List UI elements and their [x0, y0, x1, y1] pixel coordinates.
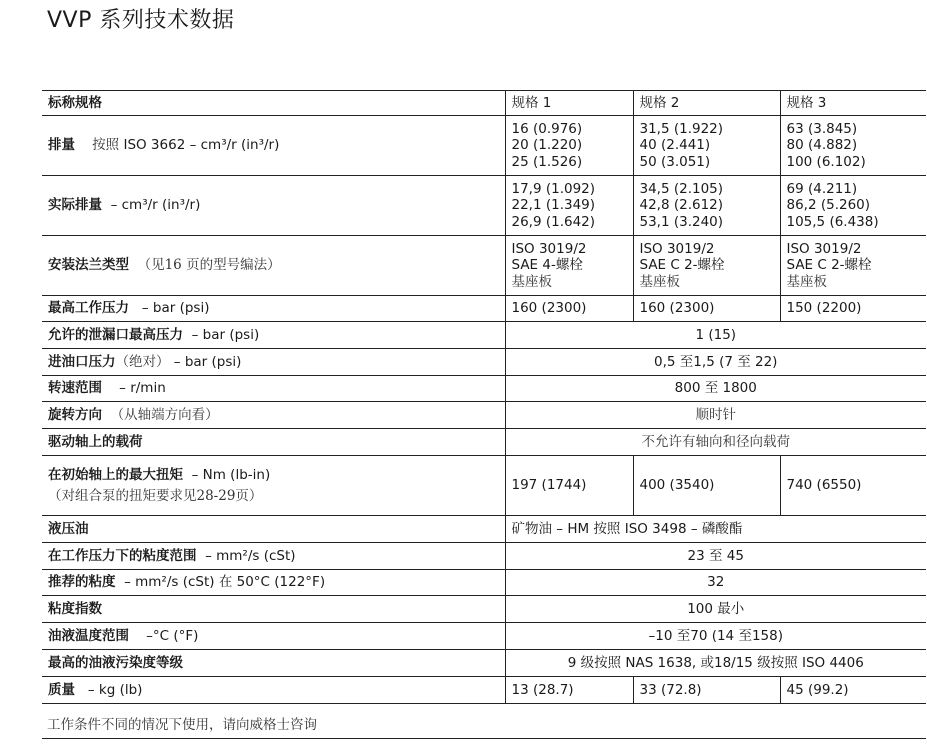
table-row [42, 322, 926, 349]
cell-value: ISO 3019/2 SAE C 2-螺栓 基座板 [780, 236, 926, 296]
table-row [42, 296, 926, 322]
row-label: 油液温度范围 –°C (°F) [42, 623, 505, 650]
row-label: 标称规格 [42, 91, 505, 116]
row-label: 进油口压力（绝对） – bar (psi) [42, 349, 505, 376]
table-row [42, 596, 926, 623]
table-row [42, 516, 926, 543]
cell-value: 69 (4.211) 86,2 (5.260) 105,5 (6.438) [780, 176, 926, 236]
cell-value: 1 (15) [505, 322, 926, 349]
cell-value: 顺时针 [505, 402, 926, 429]
footer-note: 工作条件不同的情况下使用，请向威格士咨询 [47, 717, 317, 733]
cell-value: 0,5 至1,5 (7 至 22) [505, 349, 926, 376]
row-label: 旋转方向 （从轴端方向看） [42, 402, 505, 429]
table-row [42, 623, 926, 650]
cell-value: 400 (3540) [633, 456, 780, 516]
cell-value: 63 (3.845) 80 (4.882) 100 (6.102) [780, 116, 926, 176]
row-label: 推荐的粘度 – mm²/s (cSt) 在 50°C (122°F) [42, 570, 505, 596]
table-row [42, 677, 926, 704]
cell-value: 45 (99.2) [780, 677, 926, 704]
row-label: 安装法兰类型 （见16 页的型号编法） [42, 236, 505, 296]
table-row [42, 429, 926, 456]
row-label: 质量 – kg (lb) [42, 677, 505, 704]
header-size-3: 规格 3 [780, 91, 926, 116]
cell-value: 不允许有轴向和径向载荷 [505, 429, 926, 456]
table-row [42, 349, 926, 376]
row-label: 转速范围 – r/min [42, 376, 505, 402]
row-label: 在工作压力下的粘度范围 – mm²/s (cSt) [42, 543, 505, 570]
row-label: 允许的泄漏口最高压力 – bar (psi) [42, 322, 505, 349]
row-label: 最高工作压力 – bar (psi) [42, 296, 505, 322]
cell-value: 32 [505, 570, 926, 596]
row-label: 排量 按照 ISO 3662 – cm³/r (in³/r) [42, 116, 505, 176]
cell-value: 9 级按照 NAS 1638, 或18/15 级按照 ISO 4406 [505, 650, 926, 677]
cell-value: 33 (72.8) [633, 677, 780, 704]
cell-value: 100 最小 [505, 596, 926, 623]
cell-value: 23 至 45 [505, 543, 926, 570]
cell-value: 矿物油 – HM 按照 ISO 3498 – 磷酸酯 [505, 516, 926, 543]
header-size-2: 规格 2 [633, 91, 780, 116]
table-row [42, 91, 926, 116]
cell-value: 16 (0.976) 20 (1.220) 25 (1.526) [505, 116, 633, 176]
table-row [42, 402, 926, 429]
cell-value: 160 (2300) [505, 296, 633, 322]
row-label: 液压油 [42, 516, 505, 543]
cell-value: ISO 3019/2 SAE 4-螺栓 基座板 [505, 236, 633, 296]
cell-value: 150 (2200) [780, 296, 926, 322]
table-row [42, 236, 926, 296]
table-row [42, 376, 926, 402]
row-label: 最高的油液污染度等级 [42, 650, 505, 677]
cell-value: 34,5 (2.105) 42,8 (2.612) 53,1 (3.240) [633, 176, 780, 236]
table-row [42, 456, 926, 516]
table-row [42, 650, 926, 677]
cell-value: –10 至70 (14 至158) [505, 623, 926, 650]
row-label: 驱动轴上的载荷 [42, 429, 505, 456]
table-row [42, 176, 926, 236]
table-row [42, 570, 926, 596]
header-size-1: 规格 1 [505, 91, 633, 116]
cell-value: 197 (1744) [505, 456, 633, 516]
table-row [42, 543, 926, 570]
cell-value: 740 (6550) [780, 456, 926, 516]
cell-value: 160 (2300) [633, 296, 780, 322]
cell-value: ISO 3019/2 SAE C 2-螺栓 基座板 [633, 236, 780, 296]
cell-value: 31,5 (1.922) 40 (2.441) 50 (3.051) [633, 116, 780, 176]
table-row [42, 116, 926, 176]
footer-divider [42, 738, 926, 739]
row-label: 实际排量 – cm³/r (in³/r) [42, 176, 505, 236]
cell-value: 800 至 1800 [505, 376, 926, 402]
cell-value: 17,9 (1.092) 22,1 (1.349) 26,9 (1.642) [505, 176, 633, 236]
page-title: VVP 系列技术数据 [47, 8, 235, 33]
cell-value: 13 (28.7) [505, 677, 633, 704]
row-label: 在初始轴上的最大扭矩 – Nm (lb-in) （对组合泵的扭矩要求见28-29页） [42, 456, 505, 516]
row-label: 粘度指数 [42, 596, 505, 623]
tech-data-table [42, 90, 926, 704]
